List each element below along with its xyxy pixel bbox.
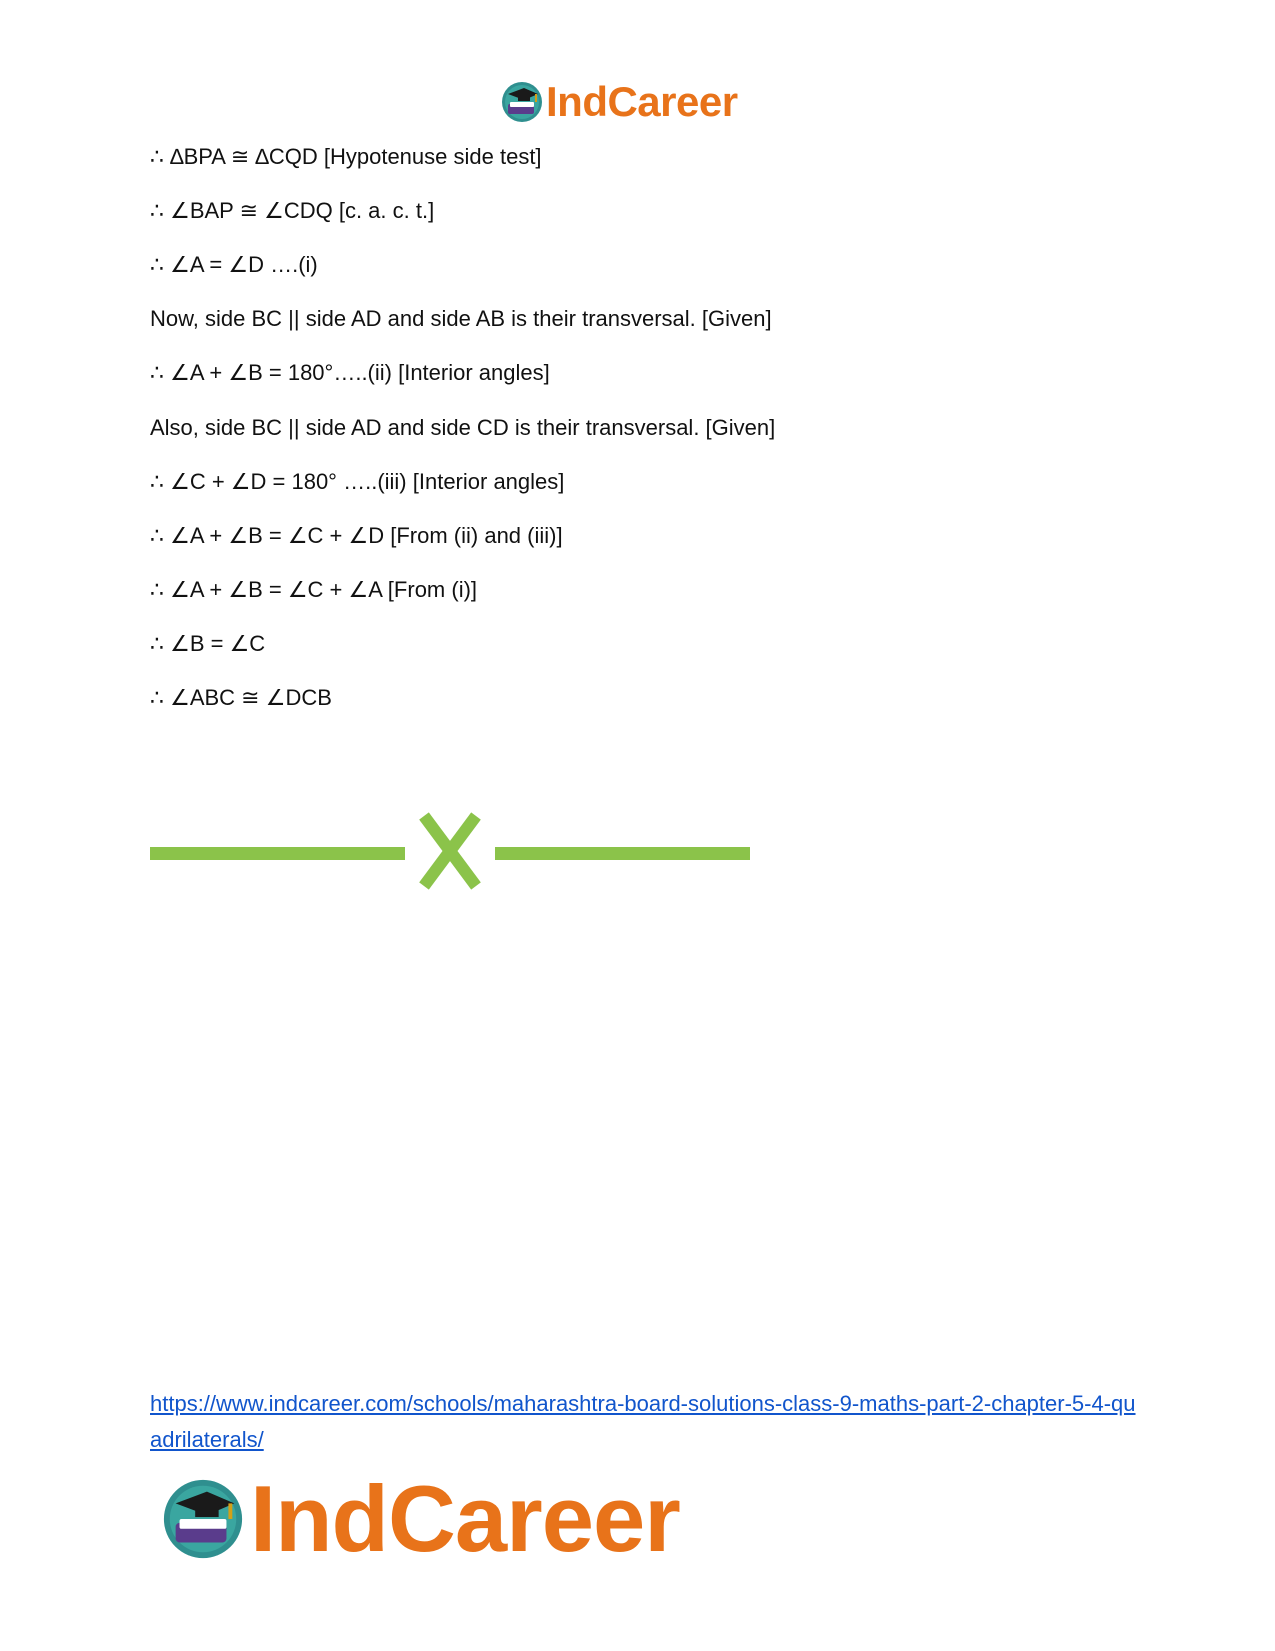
statement-line: ∴ ∠A = ∠D ….(i) bbox=[150, 252, 318, 277]
statement-line: ∴ ∠A + ∠B = ∠C + ∠D [From (ii) and (iii)] bbox=[150, 523, 563, 548]
statement-line: ∴ ∠C + ∠D = 180° …..(iii) [Interior angles] bbox=[150, 469, 565, 494]
statement-line: ∴ ∠ABC ≅ ∠DCB bbox=[150, 685, 332, 710]
statement-line: Now, side BC || side AD and side AB is their transversal. [Given] bbox=[150, 306, 772, 331]
statement-line: ∴ ∠A + ∠B = ∠C + ∠A [From (i)] bbox=[150, 577, 478, 602]
cross-icon bbox=[424, 816, 476, 886]
source-link[interactable]: https://www.indcareer.com/schools/maharashtra-board-solutions-class-9-maths-part-2-chapter-5-4-quadrilaterals/ bbox=[150, 1391, 1136, 1452]
logo-wordmark: IndCareer bbox=[250, 1466, 680, 1571]
header-logo bbox=[500, 80, 738, 124]
footer-logo bbox=[160, 1466, 680, 1571]
statement-line: ∴ ∠BAP ≅ ∠CDQ [c. a. c. t.] bbox=[150, 198, 435, 223]
section-divider bbox=[150, 812, 750, 892]
statement-line: Also, side BC || side AD and side CD is their transversal. [Given] bbox=[150, 415, 776, 440]
divider-left-bar bbox=[150, 847, 405, 860]
statement-line: ∴ ∠A + ∠B = 180°…..(ii) [Interior angles] bbox=[150, 360, 550, 385]
graduation-book-icon bbox=[500, 80, 544, 124]
statement-line: ∴ ∆BPA ≅ ∆CQD [Hypotenuse side test] bbox=[150, 144, 542, 169]
graduation-book-icon bbox=[160, 1476, 246, 1562]
logo-wordmark: IndCareer bbox=[546, 78, 738, 125]
statement-line: ∴ ∠B = ∠C bbox=[150, 631, 266, 656]
divider-right-bar bbox=[495, 847, 750, 860]
